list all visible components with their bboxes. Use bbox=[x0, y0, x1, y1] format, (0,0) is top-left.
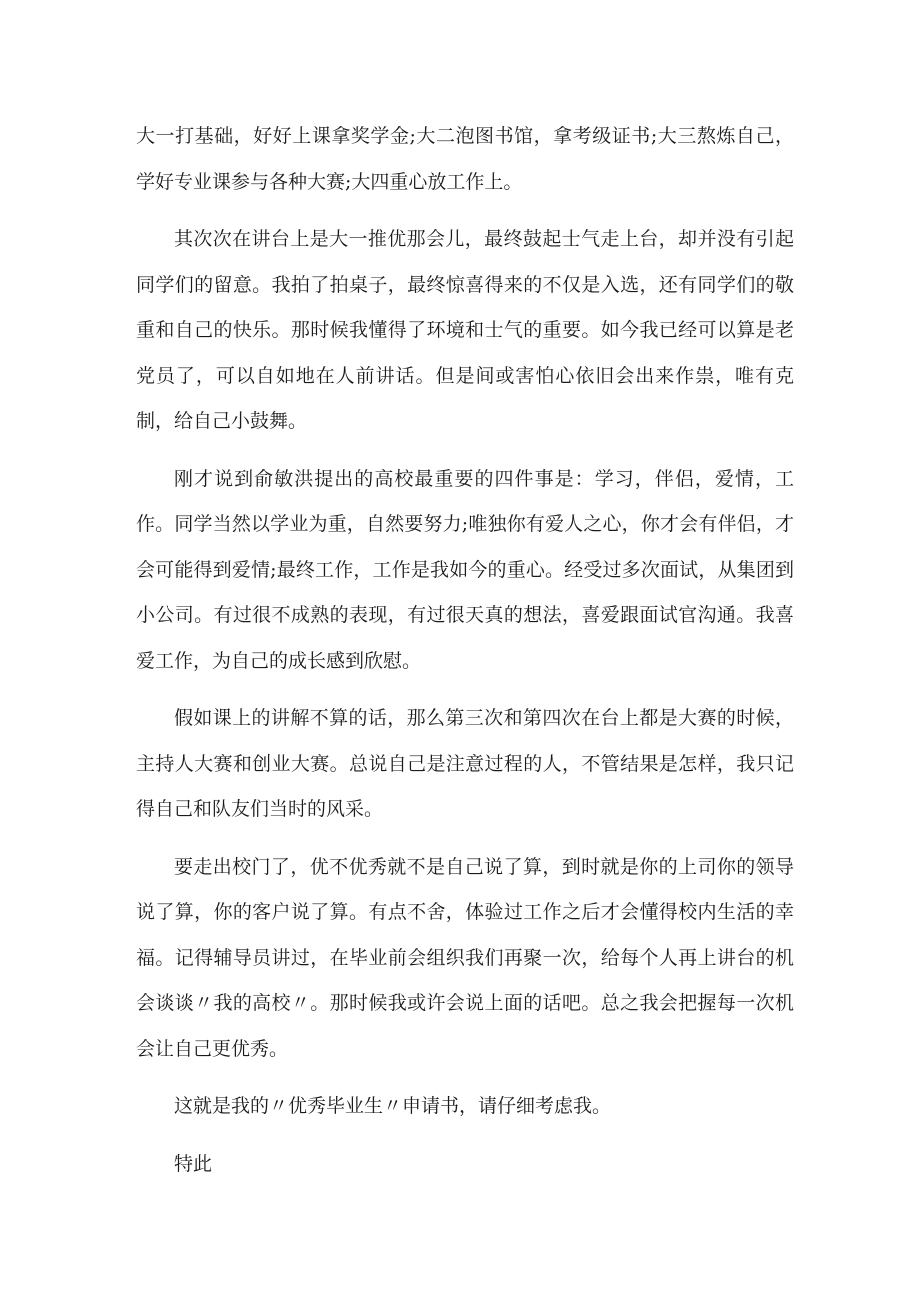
paragraph-application: 这就是我的〃优秀毕业生〃申请书，请仔细考虑我。 bbox=[174, 1095, 612, 1117]
paragraph-second-speech: 其次次在讲台上是大一推优那会儿，最终鼓起士气走上台，却并没有引起同学们的留意。我拍了拍桌子，最终惊喜得来的不仅是入选，还有同学们的敬重和自己的快乐。那时候我懂得了环境和士气的重要。如今我已经可以算是老党员了，可以自如地在人前讲话。但是间或害怕心依旧会出来作祟，唯有克制，给自己小鼓舞。 bbox=[136, 228, 794, 432]
paragraph-leaving-school: 要走出校门了，优不优秀就不是自己说了算，到时就是你的上司你的领导说了算，你的客户说了算。有点不舍，体验过工作之后才会懂得校内生活的幸福。记得辅导员讲过，在毕业前会组织我们再聚一次，给每个人再上讲台的机会谈谈〃我的高校〃。那时候我或许会说上面的话吧。总之我会把握每一次机会让自己更优秀。 bbox=[136, 855, 794, 1060]
paragraph-four-things: 刚才说到俞敏洪提出的高校最重要的四件事是：学习，伴侣，爱情，工作。同学当然以学业为重，自然要努力;唯独你有爱人之心，你才会有伴侣，才会可能得到爱情;最终工作，工作是我如今的重心。经受过多次面试，从集团到小公司。有过很不成熟的表现，有过很天真的想法，喜爱跟面试官沟通。我喜爱工作，为自己的成长感到欣慰。 bbox=[136, 467, 794, 672]
paragraph-study-plan: 大一打基础，好好上课拿奖学金;大二泡图书馆，拿考级证书;大三熬炼自己，学好专业课参与各种大赛;大四重心放工作上。 bbox=[136, 125, 794, 193]
paragraph-competitions: 假如课上的讲解不算的话，那么第三次和第四次在台上都是大赛的时候，主持人大赛和创业大赛。总说自己是注意过程的人，不管结果是怎样，我只记得自己和队友们当时的风采。 bbox=[136, 707, 794, 820]
paragraph-closing: 特此 bbox=[174, 1152, 213, 1175]
document-page bbox=[136, 114, 794, 1199]
